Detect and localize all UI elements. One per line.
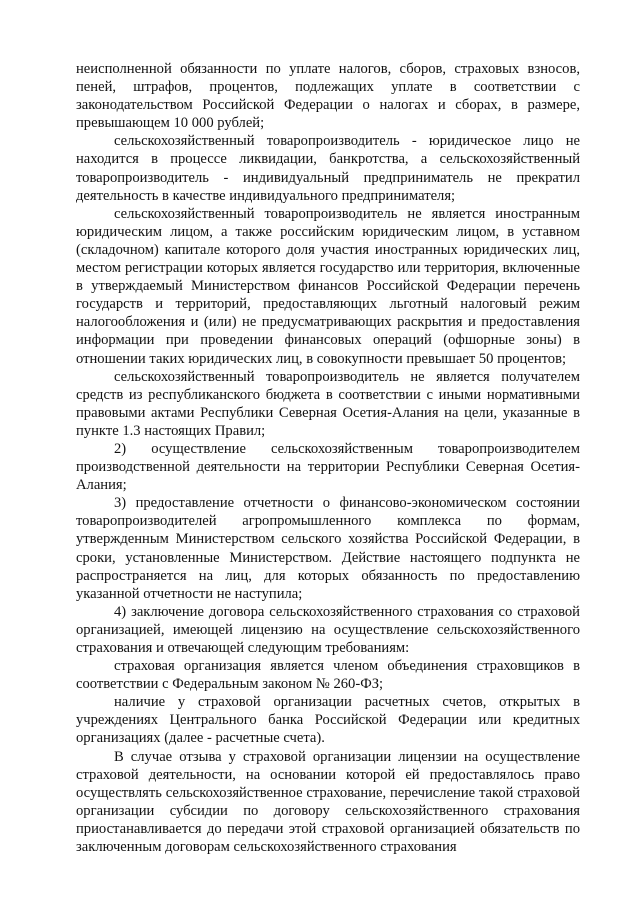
paragraph-not-budget-recipient: сельскохозяйственный товаропроизводитель не является получателем средств из республиканского бюджета в соответствии с иными нормативными правовыми актами Республики Северная Осетия-Алания на цели, указанные в пункте 1.3 настоящих Правил; (76, 368, 580, 439)
document-page (76, 60, 580, 856)
paragraph-not-in-liquidation: сельскохозяйственный товаропроизводитель - юридическое лицо не находится в процессе ликвидации, банкротства, а сельскохозяйственный товаропроизводитель - индивидуальный предприниматель не прекратил деятельность в качестве индивидуального предпринимателя; (76, 133, 580, 204)
paragraph-item-3: 3) предоставление отчетности о финансово-экономическом состоянии товаропроизводителей агропромышленного комплекса по формам, утвержденным Министерством сельского хозяйства Российской Федерации, в сроки, установленные Министерством. Действие настоящего подпункта не распространяется на лиц, для которых обязанность по предоставлению указанной отчетности не наступила; (76, 495, 580, 602)
paragraph-insurer-accounts: наличие у страховой организации расчетных счетов, открытых в учреждениях Центрального банка Российской Федерации или кредитных организациях (далее - расчетные счета). (76, 694, 580, 747)
paragraph-item-2: 2) осуществление сельскохозяйственным товаропроизводителем производственной деятельности на территории Республики Северная Осетия-Алания; (76, 440, 580, 494)
paragraph-not-foreign-entity: сельскохозяйственный товаропроизводитель не является иностранным юридическим лицом, а также российским юридическим лицом, в уставном (складочном) капитале которого доля участия иностранных юридических лиц, местом регистрации которых является государство или территория, включенные в утверждаемый Министерством финансов Российской Федерации перечень государств и территорий, предоставляющих льготный налоговый режим налогообложения и (или) не предусматривающих раскрытия и предоставления информации при проведении финансовых операций (офшорные зоны) в отношении таких юридических лиц, в совокупности превышает 50 процентов; (76, 205, 580, 367)
paragraph-insurer-membership: страховая организация является членом объединения страховщиков в соответствии с Федеральным законом № 260-ФЗ; (76, 658, 580, 693)
paragraph-tax-debt-continuation: неисполненной обязанности по уплате налогов, сборов, страховых взносов, пеней, штрафов, процентов, подлежащих уплате в соответствии с законодательством Российской Федерации о налогах и сборах, в размере, превышающем 10 000 рублей; (76, 61, 580, 132)
paragraph-item-4: 4) заключение договора сельскохозяйственного страхования со страховой организацией, имеющей лицензию на осуществление сельскохозяйственного страхования и отвечающей следующим требованиям: (76, 603, 580, 656)
paragraph-license-revocation: В случае отзыва у страховой организации лицензии на осуществление страховой деятельности, на основании которой ей предоставлялось право осуществлять сельскохозяйственное страхование, перечисление такой страховой организации субсидии по договору сельскохозяйственного страхования приостанавливается до передачи этой страховой организацией обязательств по заключенным договорам сельскохозяйственного страхования (76, 748, 580, 856)
